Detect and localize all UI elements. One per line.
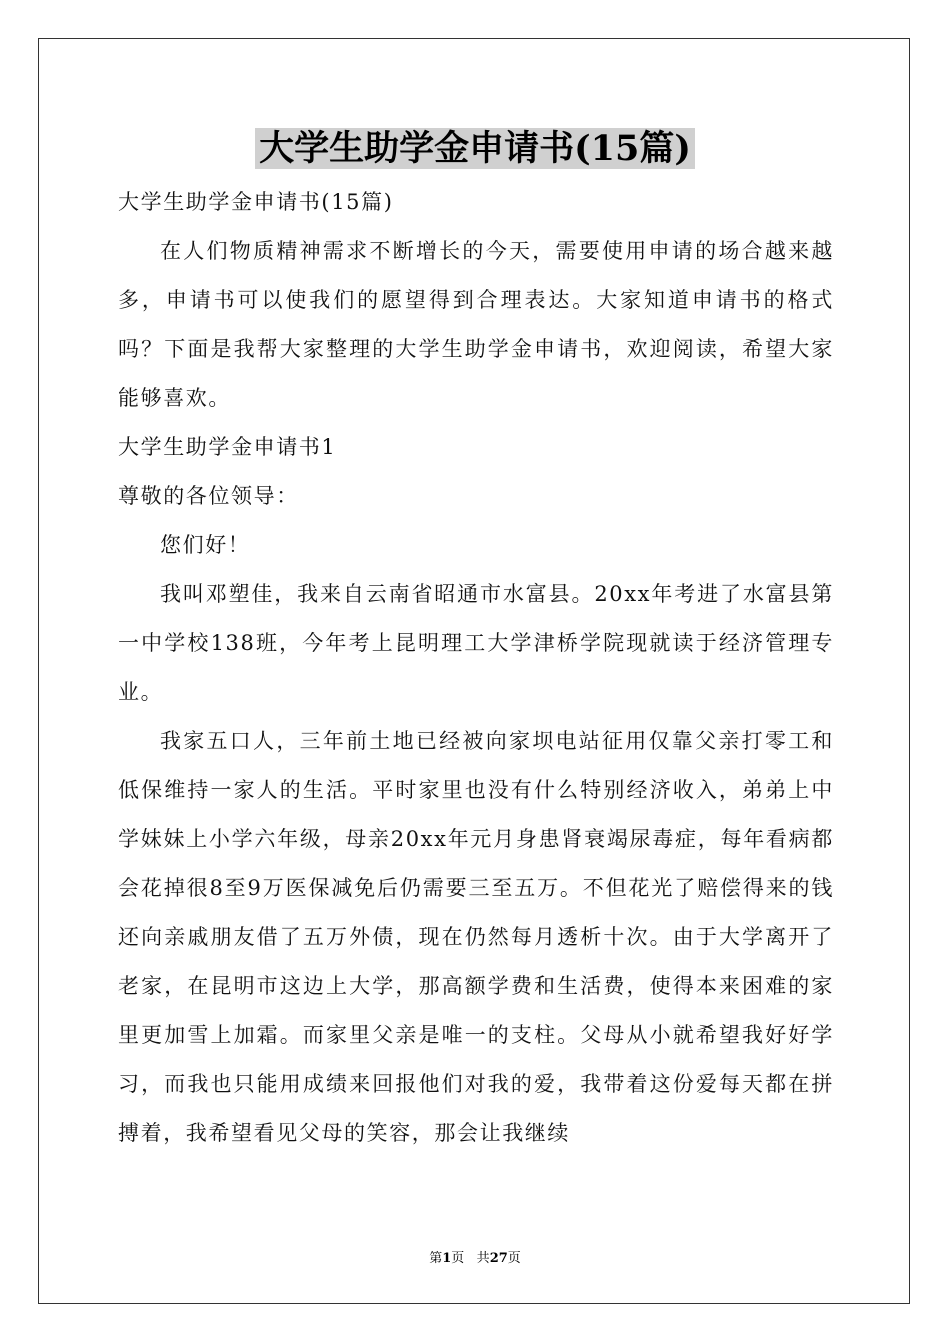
section-heading: 大学生助学金申请书1 — [118, 435, 337, 459]
document-subtitle: 大学生助学金申请书(15篇) — [118, 190, 394, 214]
page-footer — [0, 1247, 950, 1266]
page-total: 27 — [489, 1251, 508, 1266]
body-paragraph-2: 我家五口人，三年前土地已经被向家坝电站征用仅靠父亲打零工和低保维持一家人的生活。平时家里也没有什么特别经济收入，弟弟上中学妹妹上小学六年级，母亲20xx年元月身患肾衰竭尿毒症，每年看病都会花掉很8至9万医保减免后仍需要三至五万。不但花光了赔偿得来的钱还向亲戚朋友借了五万外债，现在仍然每月透析十次。由于大学离开了老家，在昆明市这边上大学，那高额学费和生活费，使得本来困难的家里更加雪上加霜。而家里父亲是唯一的支柱。父母从小就希望我好好学习，而我也只能用成绩来回报他们对我的爱，我带着这份爱每天都在拼搏着，我希望看见父母的笑容，那会让我继续 — [118, 729, 834, 1145]
body-paragraph-1: 我叫邓塑佳，我来自云南省昭通市水富县。20xx年考进了水富县第一中学校138班，今年考上昆明理工大学津桥学院现就读于经济管理专业。 — [118, 582, 834, 704]
intro-paragraph: 在人们物质精神需求不断增长的今天，需要使用申请的场合越来越多，申请书可以使我们的愿望得到合理表达。大家知道申请书的格式吗？下面是我帮大家整理的大学生助学金申请书，欢迎阅读，希望大家能够喜欢。 — [118, 239, 834, 410]
page-suffix: 页 — [451, 1251, 465, 1266]
total-prefix: 共 — [476, 1251, 490, 1266]
salutation: 尊敬的各位领导： — [118, 484, 299, 508]
page-current: 1 — [442, 1251, 452, 1266]
document-title — [0, 126, 950, 172]
page-prefix: 第 — [429, 1251, 443, 1266]
document-body — [118, 178, 834, 1158]
greeting: 您们好！ — [160, 533, 251, 557]
document-title-text: 大学生助学金申请书(15篇) — [255, 128, 695, 169]
total-suffix: 页 — [507, 1251, 521, 1266]
